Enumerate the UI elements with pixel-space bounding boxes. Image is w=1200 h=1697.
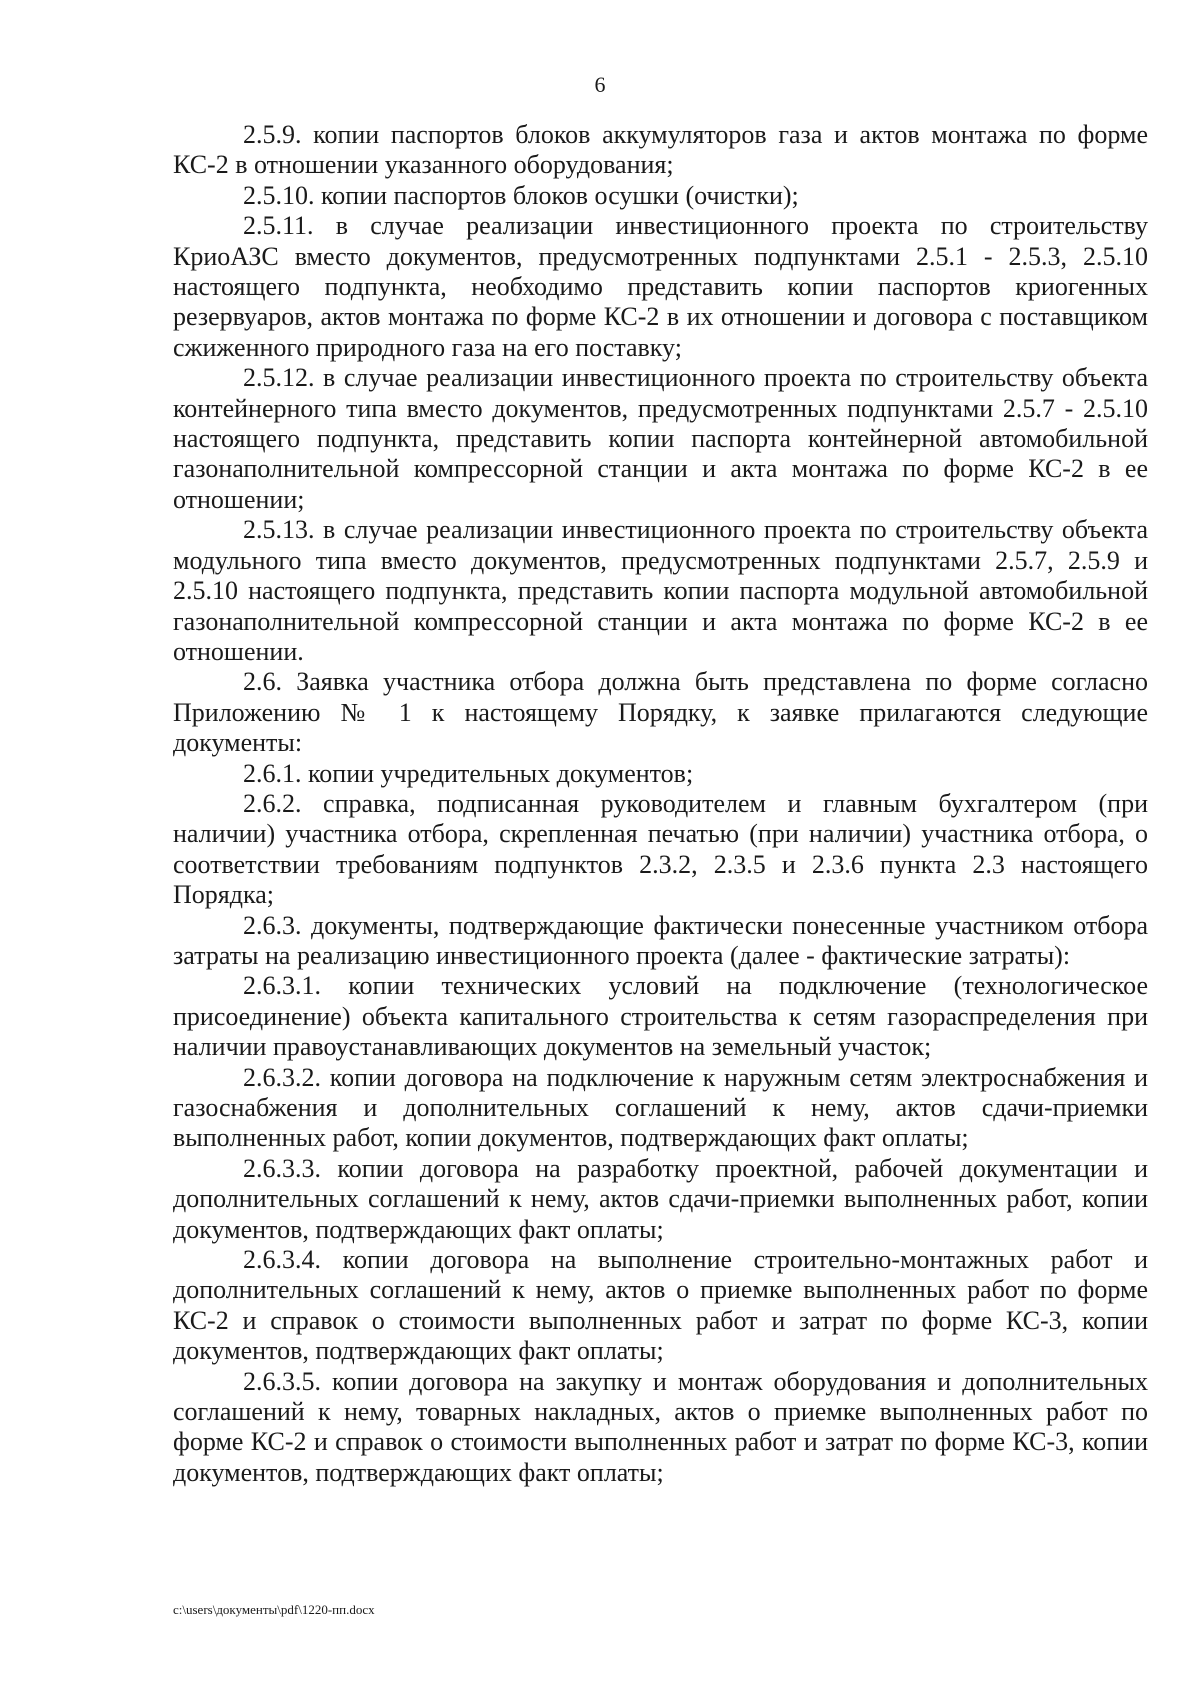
paragraph-2-6-3-5: 2.6.3.5. копии договора на закупку и монтаж оборудования и дополнительных соглашений к нему, товарных накладных, актов о приемке выполненных работ по форме КС-2 и справок о стоимости выполненных работ и затрат по форме КС-3, копии документов, подтверждающих факт оплаты; <box>173 1366 1148 1487</box>
paragraph-2-6-3-1: 2.6.3.1. копии технических условий на подключение (технологическое присоединение) объекта капитального строительства к сетям газораспределения при наличии правоустанавливающих документов на земельный участок; <box>173 971 1148 1062</box>
paragraph-2-5-12: 2.5.12. в случае реализации инвестиционного проекта по строительству объекта контейнерного типа вместо документов, предусмотренных подпунктами 2.5.7 - 2.5.10 настоящего подпункта, представить копии паспорта контейнерной автомобильной газонаполнительной компрессорной станции и акта монтажа по форме КС-2 в ее отношении; <box>173 363 1148 514</box>
paragraph-2-5-13: 2.5.13. в случае реализации инвестиционного проекта по строительству объекта модульного типа вместо документов, предусмотренных подпунктами 2.5.7, 2.5.9 и 2.5.10 настоящего подпункта, представить копии паспорта модульной автомобильной газонаполнительной компрессорной станции и акта монтажа по форме КС-2 в ее отношении. <box>173 515 1148 666</box>
paragraph-2-5-9: 2.5.9. копии паспортов блоков аккумуляторов газа и актов монтажа по форме КС-2 в отношении указанного оборудования; <box>173 120 1148 180</box>
page-number: 6 <box>594 72 606 97</box>
paragraph-2-5-10: 2.5.10. копии паспортов блоков осушки (очистки); <box>243 180 799 210</box>
paragraph-2-6-3-3: 2.6.3.3. копии договора на разработку проектной, рабочей документации и дополнительных соглашений к нему, актов сдачи-приемки выполненных работ, копии документов, подтверждающих факт оплаты; <box>173 1153 1148 1244</box>
paragraph-2-6-3-2: 2.6.3.2. копии договора на подключение к наружным сетям электроснабжения и газоснабжения и дополнительных соглашений к нему, актов сдачи-приемки выполненных работ, копии документов, подтверждающих факт оплаты; <box>173 1062 1148 1153</box>
paragraph-2-5-11: 2.5.11. в случае реализации инвестиционного проекта по строительству КриоАЗС вместо документов, предусмотренных подпунктами 2.5.1 - 2.5.3, 2.5.10 настоящего подпункта, необходимо представить копии паспортов криогенных резервуаров, актов монтажа по форме КС-2 в их отношении и договора с поставщиком сжиженного природного газа на его поставку; <box>173 211 1148 362</box>
paragraph-2-6-3-4: 2.6.3.4. копии договора на выполнение строительно-монтажных работ и дополнительных соглашений к нему, актов о приемке выполненных работ по форме КС-2 и справок о стоимости выполненных работ и затрат по форме КС-3, копии документов, подтверждающих факт оплаты; <box>173 1245 1148 1366</box>
document-body <box>173 120 1148 1488</box>
footer-file-path: c:\users\документы\pdf\1220-пп.docx <box>173 1602 375 1617</box>
paragraph-2-6-3: 2.6.3. документы, подтверждающие фактически понесенные участником отбора затраты на реализацию инвестиционного проекта (далее - фактические затраты): <box>173 910 1148 970</box>
paragraph-2-6-1: 2.6.1. копии учредительных документов; <box>243 758 694 788</box>
paragraph-2-6: 2.6. Заявка участника отбора должна быть представлена по форме согласно Приложению № 1 к настоящему Порядку, к заявке прилагаются следующие документы: <box>173 667 1148 758</box>
paragraph-2-6-2: 2.6.2. справка, подписанная руководителем и главным бухгалтером (при наличии) участника отбора, скрепленная печатью (при наличии) участника отбора, о соответствии требованиям подпунктов 2.3.2, 2.3.5 и 2.3.6 пункта 2.3 настоящего Порядка; <box>173 788 1148 910</box>
